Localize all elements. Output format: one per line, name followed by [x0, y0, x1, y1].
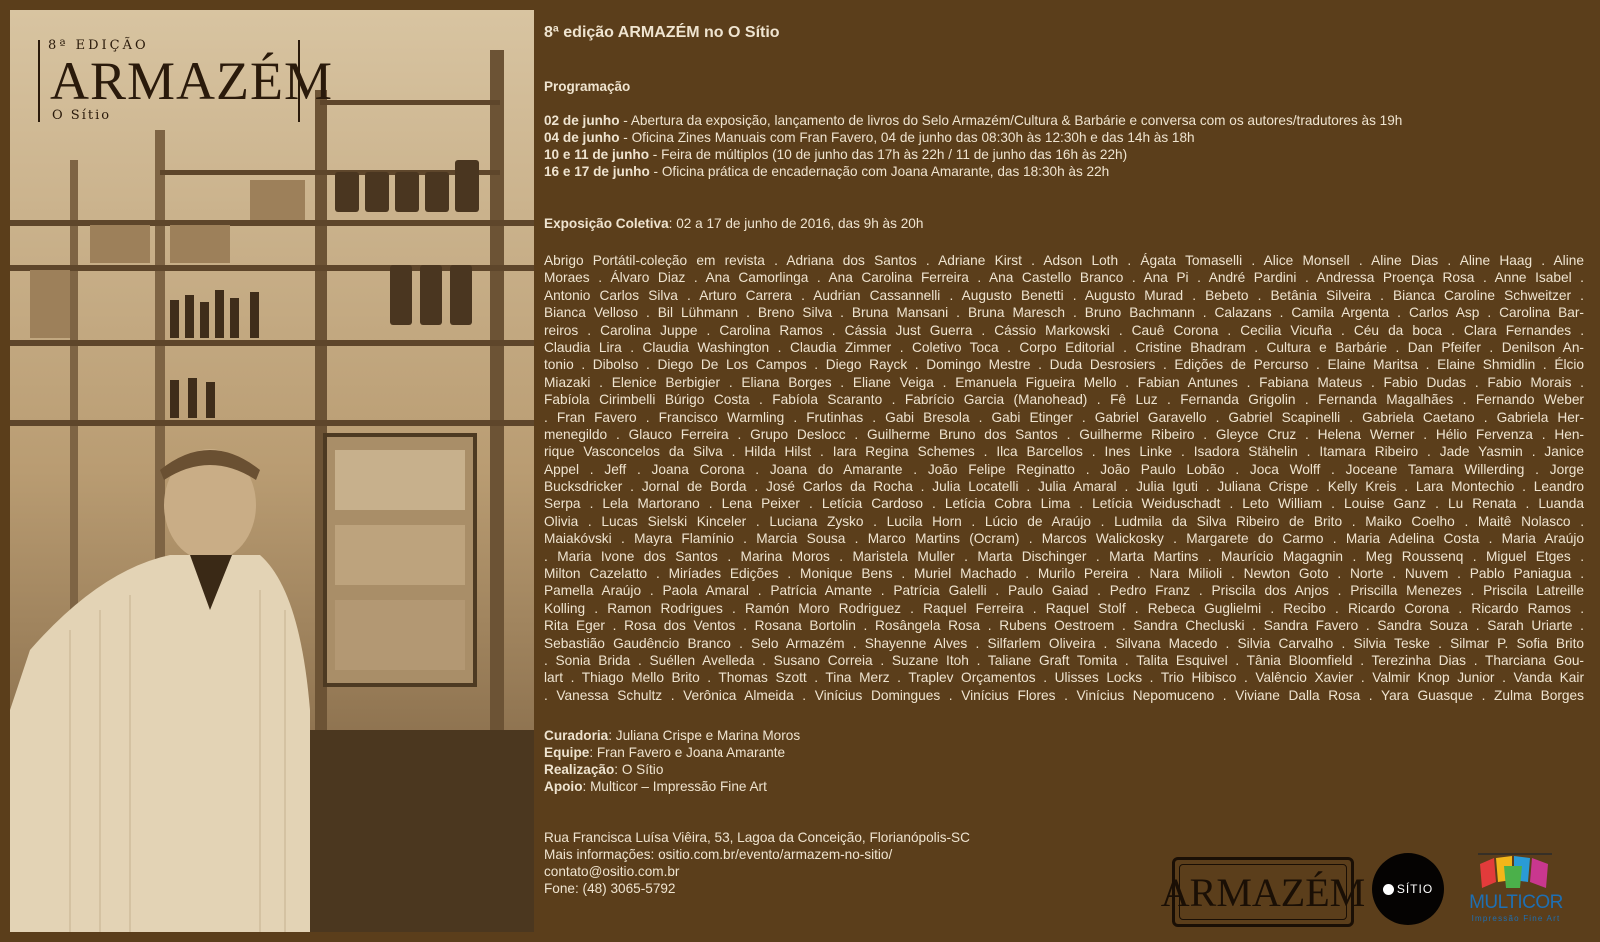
programacao-text: - Oficina Zines Manuais com Fran Favero, 04 de junho das 08:30h às 12:30h e das 14h às 18h: [619, 130, 1195, 145]
event-details: [544, 0, 1594, 942]
exposicao-line: [544, 215, 923, 232]
artists-list-line: Claudia Lira . Claudia Washington . Claudia Zimmer . Coletivo Toca . Corpo Editorial . Cristine Bhadram . Cultura e Barbárie . Dan Pfeifer . Denilson An-: [544, 339, 1584, 355]
poster-place: O Sítio: [52, 108, 112, 123]
poster-title: [24, 28, 334, 123]
armazem-logo: ARMAZÉM: [1172, 857, 1354, 927]
programacao-heading: Programação: [544, 79, 631, 94]
credit-line: [544, 778, 767, 795]
artists-list-line: Antonio Carlos Silva . Arturo Carrera . Audrian Cassannelli . Augusto Benetti . Augusto Murad . Bebeto . Betânia Silveira . Bianca Caroline Schweitzer .: [544, 287, 1584, 303]
artists-list-line: . Maria Ivone dos Santos . Marina Moros . Maristela Muller . Marta Dischinger . Marta Martins . Maurício Magagnin . Meg Roussenq . Miguel Etges .: [544, 548, 1584, 564]
artists-list-line: Appel . Jeff . Joana Corona . Joana do Amarante . João Felipe Reginatto . João Paulo Lobão . Joca Wolff . Joceane Tamara Willerding . Jorge: [544, 461, 1584, 477]
contact-email[interactable]: contato@ositio.com.br: [544, 864, 680, 879]
programacao-date: 16 e 17 de junho: [544, 164, 650, 179]
programacao-item: [544, 146, 1127, 163]
sitio-dot-icon: [1383, 884, 1394, 895]
credit-value: : Multicor – Impressão Fine Art: [582, 779, 767, 794]
programacao-date: 02 de junho: [544, 113, 620, 128]
exposicao-label: Exposição Coletiva: [544, 216, 669, 231]
contact-more-info[interactable]: Mais informações: ositio.com.br/evento/armazem-no-sitio/: [544, 847, 893, 862]
artists-list-line: . Vanessa Schultz . Verônica Almeida . Vinícius Domingues . Vinícius Flores . Vinícius Nepomuceno . Viviane Dalla Rosa . Yara Guasque . Zulma Borges: [544, 687, 1584, 703]
programacao-text: - Oficina prática de encadernação com Joana Amarante, das 18:30h às 22h: [649, 164, 1110, 179]
credit-line: [544, 761, 663, 778]
programacao-item: [544, 112, 1402, 129]
programacao-date: 10 e 11 de junho: [544, 147, 650, 162]
store-photograph: [10, 10, 534, 932]
artists-list-line: Abrigo Portátil-coleção em revista . Adriana dos Santos . Adriane Kirst . Adson Loth . Ágata Tomaselli . Alice Monsell . Aline Dias . Aline Haag . Aline: [544, 253, 1584, 268]
credit-value: : Juliana Crispe e Marina Moros: [608, 728, 801, 743]
credit-line: [544, 744, 785, 761]
programacao-text: - Abertura da exposição, lançamento de livros do Selo Armazém/Cultura & Barbárie e conversa com os autores/tradutores às 19h: [619, 113, 1403, 128]
artists-list-line: Fabíola Cirimbelli Búrigo Costa . Fabíola Scaranto . Fabrício Garcia (Manohead) . Fê Luz . Fernanda Grigolin . Fernanda Magalhães . Fernando Weber: [544, 392, 1584, 408]
exposicao-dates: : 02 a 17 de junho de 2016, das 9h às 20h: [668, 216, 924, 231]
credit-label: Realização: [544, 762, 615, 777]
artists-list-line: Pamella Araújo . Paola Amaral . Patrícia Amante . Patrícia Galelli . Paulo Gaiad . Pedro Franz . Priscila dos Anjos . Priscilla Menezes . Priscila Latreille: [544, 583, 1584, 599]
artists-list-line: Miazaki . Elenice Berbigier . Eliana Borges . Eliane Veiga . Emanuela Figueira Mello . Fabian Antunes . Fabiana Mateus . Fabio Dudas . Fabio Morais .: [544, 374, 1584, 390]
programacao-date: 04 de junho: [544, 130, 620, 145]
sitio-logo: [1372, 853, 1444, 925]
store-shelves-illustration: [10, 10, 534, 932]
sitio-logo-text: SÍTIO: [1396, 882, 1434, 896]
artists-list-line: Serpa . Lela Martorano . Lena Peixer . Letícia Cardoso . Letícia Cobra Lima . Letícia Weiduschadt . Leto William . Louise Ganz . Lu Renata . Luanda: [544, 496, 1584, 512]
programacao-item: [544, 129, 1195, 146]
credit-label: Apoio: [544, 779, 583, 794]
credit-label: Curadoria: [544, 728, 609, 743]
artists-list-line: tonio . Dibolso . Diego De Los Campos . Diego Rayck . Domingo Mestre . Duda Desrosiers . Edições de Percurso . Elaine Maritsa . Elaine Shmidlin . Élcio: [544, 357, 1584, 373]
multicor-tagline: Impressão Fine Art: [1471, 914, 1561, 923]
multicor-name: MULTICOR: [1469, 892, 1563, 913]
artists-list-line: . Fran Favero . Francisco Warmling . Frutinhas . Gabi Bresola . Gabi Etinger . Gabriel Garavello . Gabriel Scapinelli . Gabriela Caetano . Gabriela Her-: [544, 409, 1584, 425]
artists-list: [544, 252, 1584, 704]
artists-list-line: reiros . Carolina Juppe . Carolina Ramos . Cássia Just Guerra . Cássio Markowski . Cauê Corona . Cecilia Vicuña . Céu da boca . Clara Fernandes .: [544, 322, 1584, 338]
artists-list-line: Sebastião Gaudêncio Branco . Selo Armazém . Shayenne Alves . Silfarlem Oliveira . Silvana Macedo . Silvia Carvalho . Silvia Teske . Silmar P. Sofia Brito: [544, 635, 1584, 651]
artists-list-line: Milton Cazelatto . Miríades Edições . Monique Bens . Muriel Machado . Murilo Pereira . Nara Milioli . Newton Goto . Norte . Nuvem . Pablo Paniagua .: [544, 566, 1584, 582]
programacao-item: [544, 163, 1109, 180]
credit-label: Equipe: [544, 745, 590, 760]
artists-list-line: . Sonia Brida . Suéllen Avelleda . Susano Correia . Suzane Itoh . Taliane Graft Tomita . Talita Esquivel . Tânia Bloomfield . Terezinha Dias . Tharciana Gou-: [544, 652, 1584, 668]
poster-edition: 8ª EDIÇÃO: [48, 38, 149, 53]
artists-list-line: Bucksdricker . Jornal de Borda . José Carlos da Rocha . Julia Locatelli . Julia Amaral . Julia Iguti . Juliana Crispe . Kelly Kreis . Lara Montechio . Leandro: [544, 479, 1584, 495]
artists-list-line: Bianca Velloso . Bil Lühmann . Breno Silva . Bruna Mansani . Bruna Maresch . Bruno Bachmann . Calazans . Camila Argenta . Carlos Asp . Carolina Bar-: [544, 305, 1584, 321]
credit-value: : Fran Favero e Joana Amarante: [589, 745, 786, 760]
contact-address: Rua Francisca Luísa Viêira, 53, Lagoa da Conceição, Florianópolis-SC: [544, 830, 970, 845]
artists-list-line: Rita Eger . Rosa dos Ventos . Rosana Bortolin . Rosângela Rosa . Rubens Oestroem . Sandra Checluski . Sandra Favero . Sandra Souza . Sarah Uriarte .: [544, 618, 1584, 634]
credit-line: [544, 727, 800, 744]
artists-list-line: menegildo . Glauco Ferreira . Grupo Deslocc . Guilherme Bruno dos Santos . Guilherme Ribeiro . Gleyce Cruz . Helena Werner . Hélio Fervenza . Hen-: [544, 426, 1584, 442]
artists-list-line: Maiakóvski . Mayra Flamínio . Marcia Sousa . Marco Martins (Ocram) . Marcos Walickosky . Margarete do Carmo . Maria Adelina Costa . Maria Araújo: [544, 531, 1584, 547]
multicor-logo: [1460, 848, 1572, 926]
credit-value: : O Sítio: [614, 762, 664, 777]
poster-name: ARMAZÉM: [50, 51, 334, 111]
artists-list-line: rique Vasconcelos da Silva . Hilda Hilst . Iara Regina Schemes . Ilca Barcellos . Ines Linke . Isadora Stähelin . Itamara Ribeiro . Jade Yasmin . Janice: [544, 444, 1584, 460]
contact-phone: Fone: (48) 3065-5792: [544, 881, 676, 896]
multicor-icon: [1460, 848, 1572, 894]
artists-list-line: lart . Thiago Mello Brito . Thomas Szott . Tina Merz . Traplev Orçamentos . Ulisses Locks . Trio Hibisco . Valêncio Xavier . Valmir Knop Junior . Vanda Kair: [544, 670, 1584, 686]
event-title: 8ª edição ARMAZÉM no O Sítio: [544, 24, 780, 41]
programacao-text: - Feira de múltiplos (10 de junho das 17h às 22h / 11 de junho das 16h às 22h): [649, 147, 1128, 162]
title-rule-left: [38, 40, 40, 122]
artists-list-line: Olivia . Lucas Sielski Kinceler . Luciana Zysko . Lucila Horn . Lúcio de Araújo . Ludmila da Silva Ribeiro de Brito . Maiko Coelho . Maitê Nolasco .: [544, 513, 1584, 529]
artists-list-line: Kolling . Ramon Rodrigues . Ramón Moro Rodriguez . Raquel Ferreira . Raquel Stolf . Rebeca Guglielmi . Recibo . Ricardo Corona . Ricardo Ramos .: [544, 600, 1584, 616]
artists-list-line: Moraes . Álvaro Diaz . Ana Camorlinga . Ana Carolina Ferreira . Ana Castello Branco . Ana Pi . André Pardini . Andressa Proença Rosa . Anne Isabel .: [544, 270, 1584, 286]
